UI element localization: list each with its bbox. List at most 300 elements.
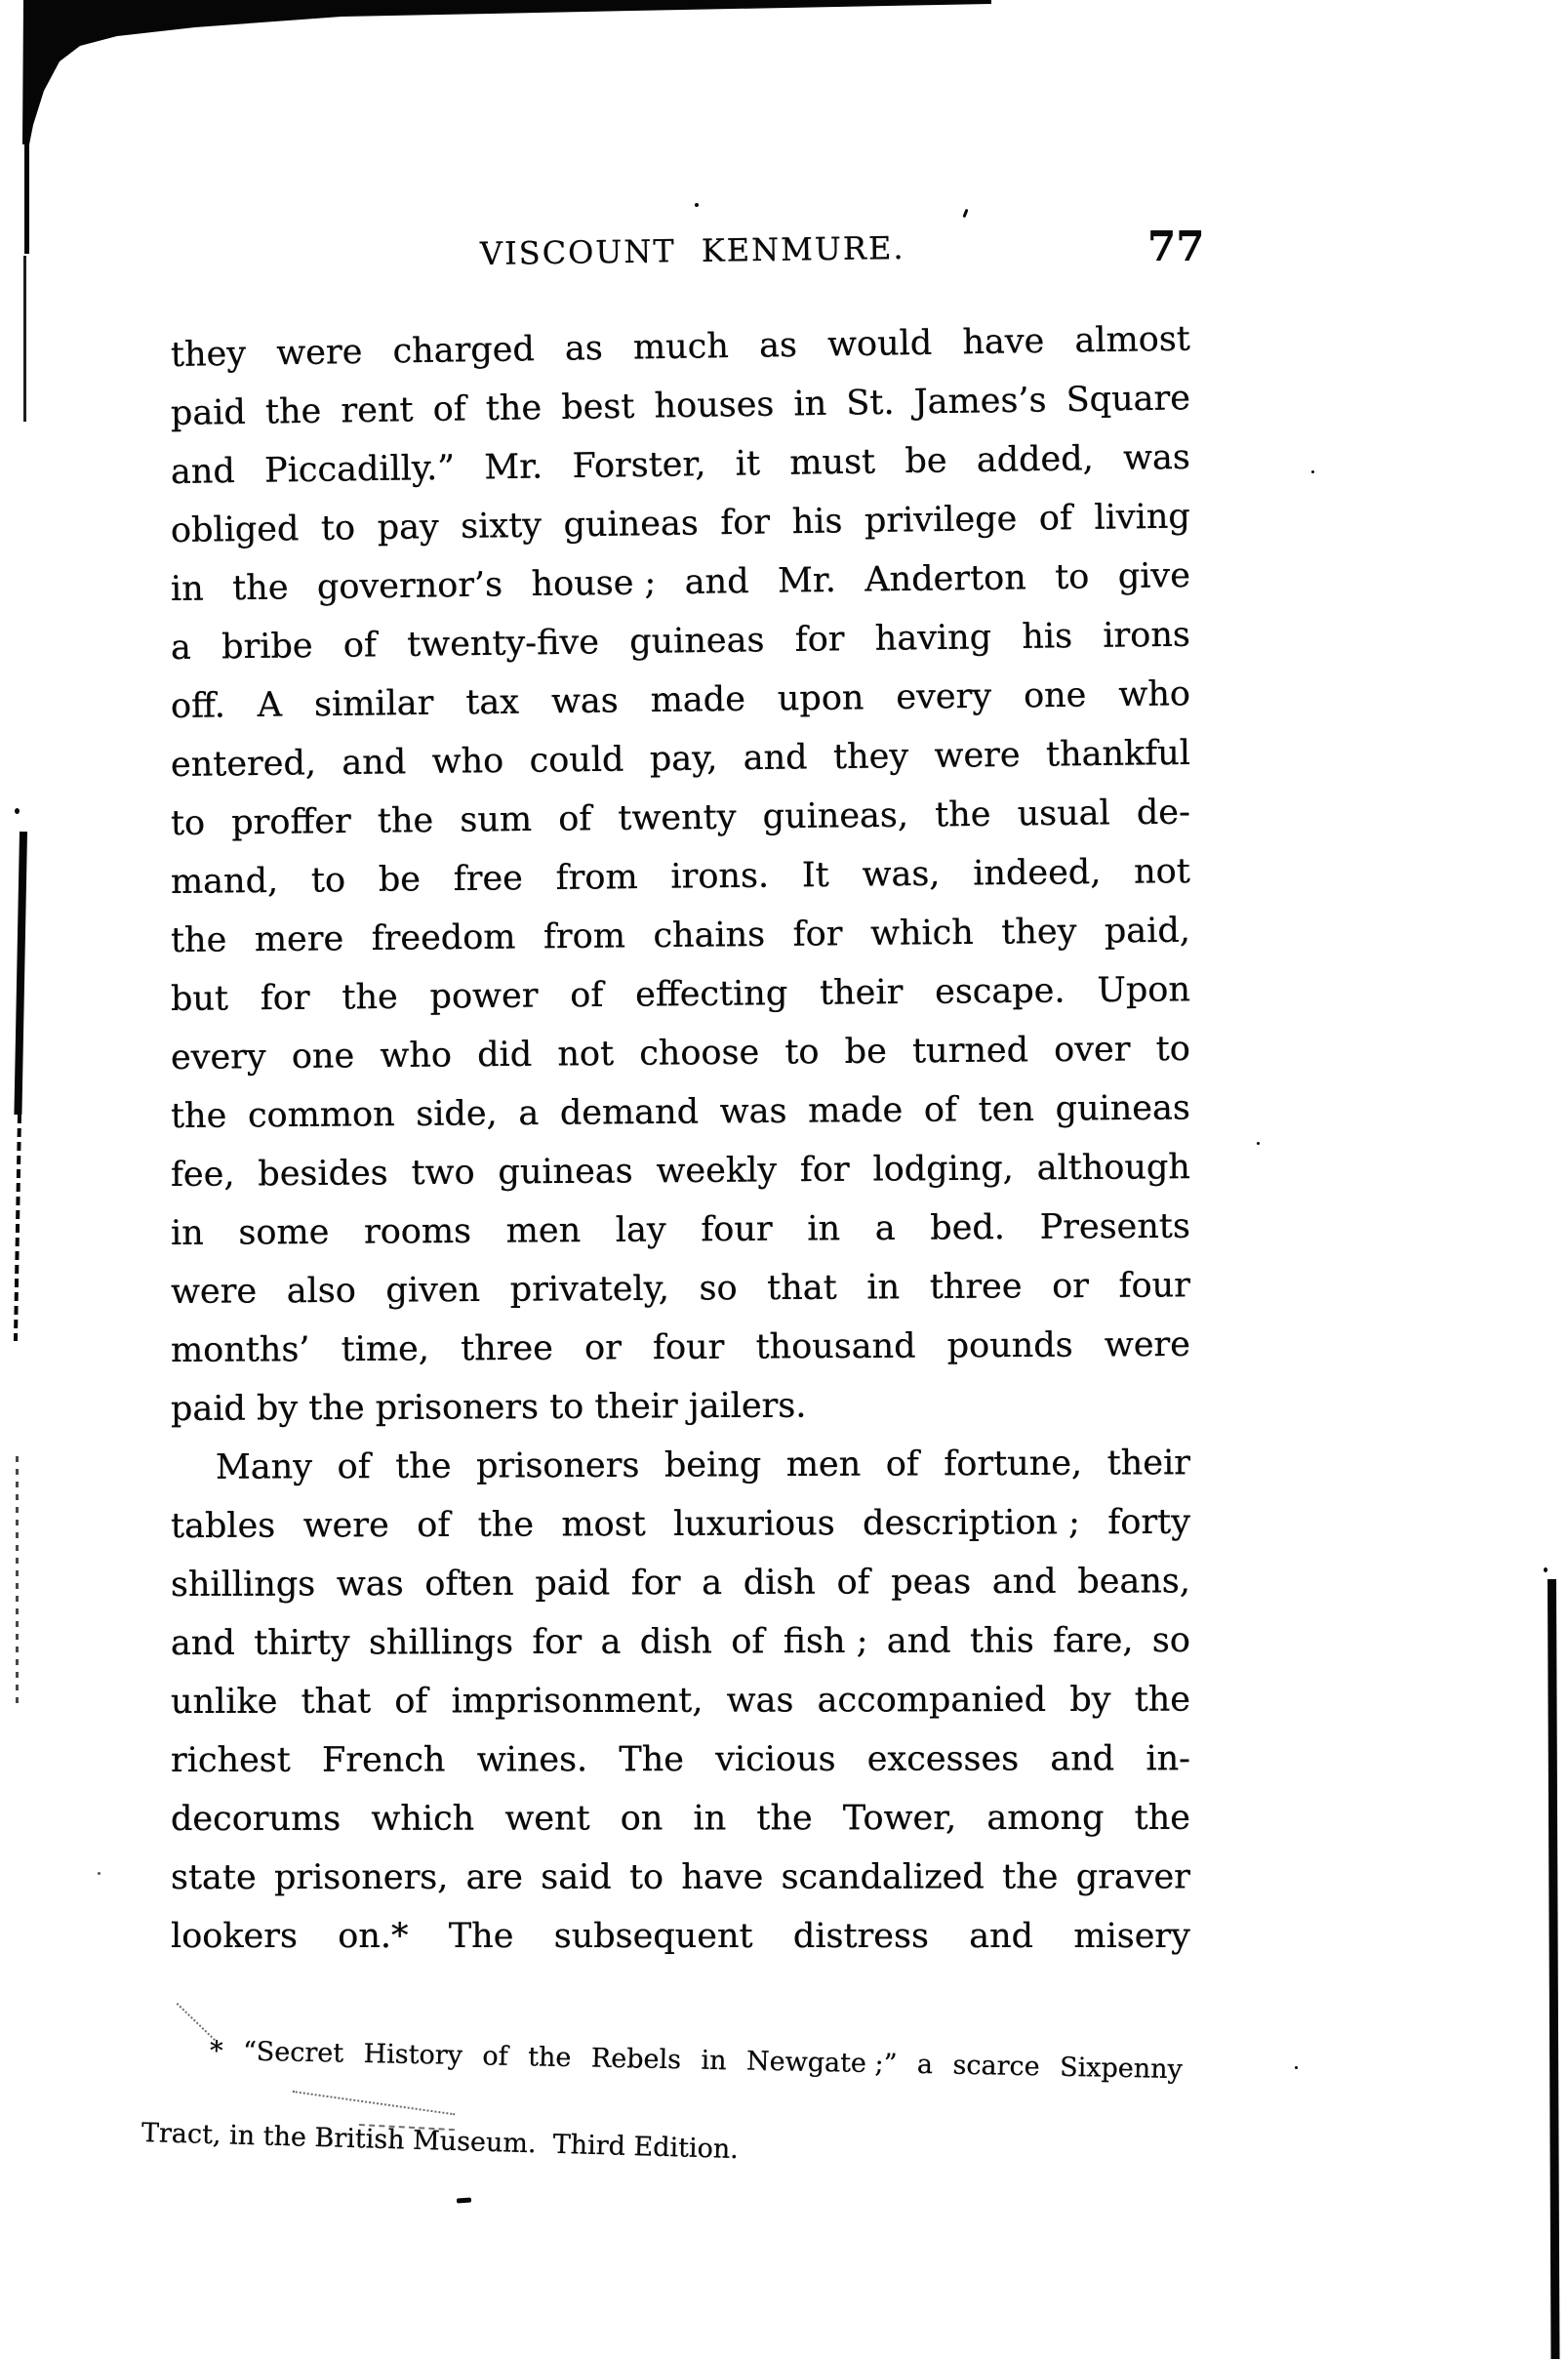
word: indeed,: [973, 853, 1102, 894]
word: did: [476, 1035, 533, 1076]
word: forty: [1107, 1502, 1191, 1543]
word: shillings: [170, 1565, 316, 1605]
word: although: [1036, 1148, 1191, 1189]
word: three: [929, 1267, 1023, 1308]
word: freedom: [371, 917, 516, 958]
word: state: [170, 1857, 257, 1897]
word: the: [485, 388, 543, 429]
word: guineas: [498, 1152, 633, 1193]
word: of: [342, 626, 378, 666]
word: guineas: [628, 621, 765, 662]
word: vicious: [715, 1739, 836, 1780]
word: upon: [777, 678, 864, 719]
word: houses: [654, 385, 775, 427]
ink-speck: [15, 808, 20, 814]
word: usual: [1017, 793, 1110, 834]
word: the: [1134, 1798, 1190, 1838]
word: for: [799, 1150, 850, 1191]
word: made: [807, 1090, 904, 1131]
word: shillings: [368, 1622, 514, 1663]
word: a: [874, 1208, 896, 1248]
word: among: [986, 1798, 1105, 1839]
word: not: [1133, 852, 1191, 892]
word: of: [482, 2041, 509, 2072]
word: so: [699, 1269, 738, 1309]
ink-speck: [98, 1872, 101, 1875]
word: turned: [911, 1031, 1029, 1072]
word: paid,: [1104, 911, 1191, 952]
word: be: [378, 860, 422, 900]
word: being: [663, 1445, 762, 1485]
scan-artifact-spine-line-3: [14, 832, 27, 1115]
word: house ;: [531, 563, 657, 605]
word: paid: [535, 1564, 611, 1604]
word: mere: [254, 919, 344, 960]
running-title: VISCOUNT KENMURE.: [479, 228, 905, 272]
word: a: [600, 1622, 622, 1662]
word: excesses: [866, 1739, 1020, 1779]
word: the: [264, 391, 322, 432]
word: three: [461, 1328, 554, 1369]
word: or: [583, 1328, 622, 1368]
word: which: [371, 1799, 475, 1839]
word: four: [1118, 1266, 1191, 1306]
word: but: [170, 979, 229, 1019]
word: Newgate ;”: [745, 2046, 898, 2080]
word: and: [969, 1917, 1034, 1956]
word: to: [628, 1857, 664, 1897]
word: added,: [976, 439, 1095, 480]
text-line: [171, 902, 1191, 970]
word: pay: [377, 508, 439, 549]
ink-speck: [1295, 2066, 1298, 2069]
word: in-: [1146, 1739, 1191, 1779]
word: twenty: [618, 797, 737, 838]
ink-speck: [1257, 1142, 1260, 1145]
word: A: [257, 685, 283, 725]
text-line: [171, 1907, 1190, 1966]
word: much: [632, 327, 730, 368]
word: they: [832, 737, 909, 778]
word: thankful: [1045, 733, 1191, 775]
word: be: [905, 441, 947, 482]
word: time,: [341, 1329, 430, 1369]
word: irons.: [670, 856, 770, 897]
word: were: [1104, 1324, 1191, 1365]
word: tax: [465, 682, 520, 723]
text-line: [171, 1729, 1190, 1790]
text-line: [171, 1020, 1190, 1087]
word: and: [342, 743, 407, 783]
word: thirty: [254, 1623, 350, 1663]
word: Forster,: [572, 445, 706, 487]
word: History: [363, 2039, 463, 2071]
word: who: [431, 742, 504, 782]
word: guineas,: [762, 795, 909, 837]
word: accompanied: [817, 1680, 1047, 1721]
word: the: [1002, 1857, 1059, 1897]
word: their: [819, 973, 904, 1013]
word: men: [785, 1444, 862, 1485]
footnote-line: [210, 2032, 1184, 2090]
word: effecting: [634, 974, 788, 1015]
word: and: [1050, 1739, 1115, 1779]
word: paid: [170, 392, 247, 433]
word: besides: [258, 1154, 388, 1195]
word: in: [866, 1268, 901, 1308]
text-line: [171, 960, 1191, 1029]
word: that: [767, 1268, 837, 1309]
word: misery: [1073, 1917, 1190, 1956]
word: Many: [215, 1447, 313, 1487]
word: decorums: [170, 1799, 342, 1839]
word: prisoners,: [273, 1857, 449, 1897]
word: living: [1094, 497, 1191, 538]
word: Sixpenny: [1059, 2052, 1184, 2086]
word: in: [170, 569, 205, 609]
text-line: [171, 1198, 1190, 1263]
word: prisoners: [475, 1445, 640, 1486]
word: choose: [639, 1033, 760, 1074]
word: were: [934, 735, 1021, 776]
word: of: [570, 975, 604, 1016]
text-line: [171, 842, 1191, 912]
stray-ink-dash: [457, 2197, 471, 2203]
word: four: [652, 1327, 725, 1368]
word: the: [527, 2042, 572, 2074]
word: the: [477, 1505, 535, 1545]
word: on: [620, 1799, 663, 1839]
word: distress: [792, 1917, 929, 1956]
word: and: [886, 1621, 951, 1661]
text-line: [171, 1138, 1190, 1204]
text-line: [171, 1552, 1190, 1614]
word: men: [505, 1211, 582, 1251]
word: St.: [846, 383, 895, 424]
word: of: [432, 389, 466, 429]
word: common: [247, 1095, 395, 1136]
scan-artifact-spine-line-5: [16, 1456, 19, 1708]
word: power: [429, 976, 539, 1017]
word: subsequent: [553, 1917, 753, 1956]
text-line: [171, 1078, 1190, 1146]
word: of: [337, 1447, 371, 1487]
word: peas: [891, 1563, 972, 1603]
word: *: [209, 2036, 223, 2067]
word: of: [558, 799, 592, 839]
word: often: [424, 1564, 514, 1605]
word: four: [701, 1209, 773, 1250]
word: most: [561, 1505, 646, 1545]
word: which: [869, 913, 975, 954]
word: French: [321, 1740, 446, 1780]
word: proffer: [231, 801, 352, 843]
scan-artifact-spine-line-4: [14, 1115, 21, 1341]
word: for: [260, 978, 310, 1019]
word: was: [1122, 437, 1191, 478]
word: the: [231, 568, 289, 609]
word: dish: [639, 1622, 712, 1662]
text-line: [171, 1256, 1190, 1322]
word: the: [377, 801, 434, 841]
word: this: [969, 1621, 1034, 1661]
word: fee,: [170, 1155, 235, 1195]
word: The: [448, 1917, 514, 1956]
word: of: [885, 1444, 919, 1485]
word: almost: [1074, 319, 1191, 361]
word: their: [1106, 1444, 1191, 1484]
word: Square: [1065, 379, 1191, 421]
word: to: [310, 861, 346, 901]
word: rent: [341, 390, 414, 431]
word: a: [518, 1093, 540, 1134]
page-number: 77: [1147, 223, 1205, 270]
word: be: [844, 1032, 888, 1072]
word: dish: [743, 1563, 816, 1603]
word: as: [564, 329, 604, 369]
word: guineas: [1055, 1088, 1191, 1129]
body-text: [170, 319, 1191, 1966]
word: chains: [653, 915, 766, 956]
word: months’: [170, 1330, 310, 1370]
word: are: [465, 1857, 523, 1897]
word: pounds: [946, 1325, 1073, 1366]
word: was: [550, 681, 620, 722]
word: could: [529, 740, 624, 781]
word: beans,: [1077, 1562, 1191, 1602]
word: on.*: [338, 1917, 409, 1956]
word: one: [1023, 675, 1087, 716]
word: best: [560, 386, 635, 427]
word: ten: [978, 1089, 1035, 1130]
word: Anderton: [864, 558, 1027, 600]
word: scarce: [952, 2050, 1040, 2083]
footnote: [141, 2032, 1184, 2166]
word: obliged: [170, 509, 300, 550]
text-line: [171, 1434, 1190, 1497]
word: of: [836, 1563, 870, 1603]
word: demand: [559, 1092, 700, 1133]
word: for: [720, 503, 771, 544]
word: governor’s: [316, 565, 503, 607]
text-line: [171, 1671, 1190, 1731]
word: also: [286, 1271, 356, 1312]
word: to: [1155, 1029, 1190, 1070]
word: in: [701, 2045, 727, 2077]
word: and: [991, 1562, 1057, 1603]
word: and: [170, 452, 236, 492]
word: luxurious: [673, 1504, 835, 1544]
word: thousand: [755, 1326, 916, 1367]
word: went: [504, 1799, 590, 1839]
scan-artifact-top-edge-band: [0, 0, 1568, 166]
word: every: [896, 676, 992, 717]
word: over: [1054, 1030, 1131, 1071]
word: one: [291, 1037, 355, 1077]
text-line: [171, 1493, 1190, 1556]
word: rooms: [363, 1211, 472, 1252]
word: for: [794, 620, 845, 660]
word: of: [417, 1505, 451, 1545]
word: similar: [313, 683, 434, 725]
word: fish ;: [783, 1621, 868, 1662]
word: would: [826, 323, 933, 365]
ink-speck: [1544, 1567, 1548, 1572]
word: two: [411, 1153, 475, 1194]
ink-speck: [1311, 470, 1314, 473]
word: was: [726, 1681, 794, 1721]
word: was: [336, 1565, 404, 1605]
word: de-: [1136, 793, 1191, 834]
word: mand,: [170, 861, 279, 902]
footnote-line: Tract, in the British Museum. Third Edition.: [141, 2118, 740, 2166]
word: a: [916, 2049, 934, 2081]
word: were: [275, 332, 363, 374]
word: sixty: [461, 506, 543, 547]
word: were: [302, 1506, 389, 1546]
word: pay,: [649, 739, 718, 780]
word: Rebels: [590, 2043, 682, 2076]
word: they: [170, 334, 247, 375]
ink-speck: [962, 209, 968, 218]
word: of: [731, 1622, 765, 1662]
word: bribe: [221, 627, 313, 668]
word: the: [1134, 1680, 1191, 1720]
word: as: [758, 325, 798, 366]
word: scandalized: [781, 1857, 985, 1897]
word: to: [170, 803, 206, 843]
word: for: [630, 1564, 681, 1604]
word: to: [1054, 557, 1090, 597]
word: of: [1038, 499, 1073, 539]
word: side,: [416, 1094, 498, 1134]
word: fortune,: [944, 1444, 1083, 1485]
word: the: [170, 1096, 227, 1136]
word: from: [555, 857, 638, 898]
word: It: [801, 855, 829, 896]
word: lay: [615, 1210, 666, 1250]
word: Mr.: [484, 447, 543, 488]
word: privately,: [509, 1269, 670, 1310]
word: the: [170, 920, 227, 960]
word: imprisonment,: [451, 1681, 704, 1722]
word: in: [807, 1209, 841, 1249]
word: The: [619, 1740, 685, 1780]
word: said: [541, 1857, 612, 1897]
word: the: [934, 794, 991, 835]
word: and: [170, 1623, 235, 1663]
word: every: [170, 1037, 266, 1078]
word: give: [1117, 556, 1191, 597]
word: the: [342, 977, 398, 1018]
word: have: [962, 321, 1045, 363]
ink-speck: [695, 203, 699, 207]
word: weekly: [656, 1151, 778, 1192]
word: a: [702, 1564, 723, 1604]
word: lodging,: [872, 1149, 1014, 1190]
word: for: [792, 915, 843, 955]
text-line: paid by the prisoners to their jailers.: [170, 1386, 807, 1429]
word: having: [874, 618, 992, 659]
word: tables: [170, 1506, 276, 1546]
word: and: [743, 738, 808, 779]
word: and: [684, 562, 749, 602]
word: a: [170, 628, 192, 668]
word: irons: [1103, 615, 1191, 656]
word: escape.: [934, 971, 1065, 1012]
word: in: [693, 1799, 727, 1839]
text-line: [171, 1316, 1190, 1380]
scan-artifact-spine-line-1: [24, 76, 29, 254]
word: given: [385, 1270, 481, 1311]
word: privilege: [864, 499, 1018, 542]
word: James’s: [913, 381, 1047, 423]
word: free: [453, 859, 524, 899]
word: some: [238, 1212, 330, 1253]
word: to: [320, 508, 356, 549]
word: sum: [460, 799, 533, 840]
word: the: [395, 1446, 452, 1486]
word: from: [543, 916, 626, 957]
word: guineas: [563, 504, 700, 546]
top-edge-band-shape: [22, 0, 991, 144]
word: of: [923, 1090, 958, 1130]
scan-artifact-spine-line-2: [23, 256, 26, 422]
word: richest: [170, 1740, 291, 1780]
text-line: [171, 1611, 1190, 1673]
word: Piccadilly.”: [263, 448, 456, 491]
word: unlike: [170, 1682, 278, 1722]
word: have: [681, 1857, 764, 1897]
word: Presents: [1039, 1206, 1191, 1247]
word: were: [170, 1272, 258, 1312]
word: for: [532, 1622, 583, 1662]
word: was,: [862, 854, 941, 895]
scan-artifact-right-edge-line: [1548, 1579, 1559, 2359]
word: was: [719, 1091, 787, 1132]
word: his: [791, 502, 843, 543]
word: off.: [170, 686, 226, 726]
word: Upon: [1097, 970, 1191, 1011]
word: graver: [1075, 1857, 1190, 1897]
word: they: [1001, 912, 1077, 953]
word: to: [784, 1033, 820, 1073]
word: who: [380, 1036, 453, 1077]
word: “Secret: [242, 2036, 344, 2069]
word: it: [735, 444, 761, 484]
word: description ;: [863, 1503, 1081, 1544]
word: charged: [392, 330, 536, 372]
word: twenty-five: [406, 623, 600, 665]
word: by: [1069, 1680, 1111, 1720]
word: must: [789, 442, 876, 483]
word: Tower,: [842, 1799, 957, 1839]
word: that: [301, 1682, 372, 1722]
word: so: [1151, 1620, 1190, 1661]
text-line: [171, 1789, 1190, 1849]
word: the: [756, 1799, 813, 1839]
word: wines.: [476, 1740, 588, 1780]
text-line: [171, 1848, 1190, 1907]
word: or: [1052, 1266, 1090, 1307]
word: in: [170, 1213, 204, 1253]
word: made: [650, 679, 746, 720]
word: Mr.: [777, 560, 837, 601]
word: entered,: [170, 744, 317, 785]
text-line: [171, 783, 1191, 853]
word: bed.: [930, 1208, 1006, 1248]
word: in: [793, 384, 827, 425]
